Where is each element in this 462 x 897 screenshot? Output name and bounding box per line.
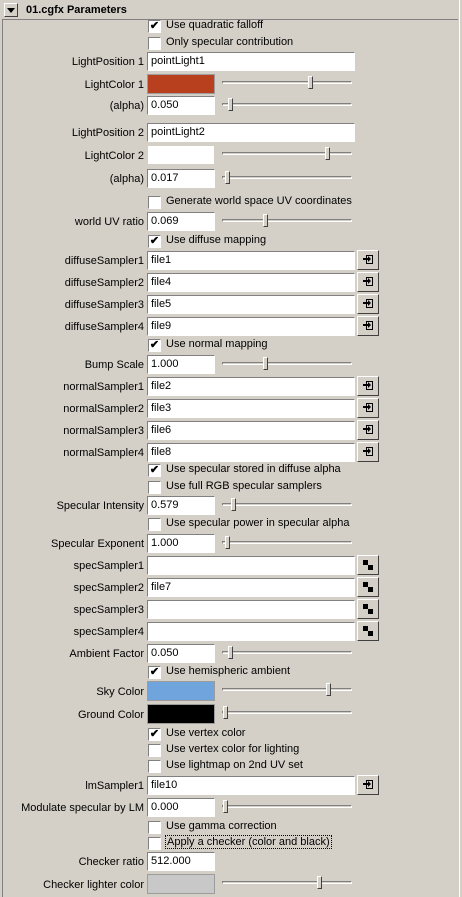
- world-space-uv-label: Generate world space UV coordinates: [166, 195, 352, 207]
- light-color-2-label: LightColor 2: [84, 150, 144, 162]
- light-position-2-label: LightPosition 2: [71, 127, 144, 139]
- sky-color-swatch[interactable]: [147, 681, 215, 701]
- connect-texture-icon: [363, 321, 374, 331]
- collapse-toggle-button[interactable]: [4, 3, 18, 17]
- use-diffuse-mapping-checkbox[interactable]: ✔: [149, 235, 160, 247]
- light-color-1-slider[interactable]: [222, 77, 352, 89]
- slider-thumb[interactable]: [225, 536, 230, 549]
- checker-icon: [363, 560, 373, 570]
- world-uv-ratio-field[interactable]: 0.069: [147, 212, 215, 231]
- normal-sampler-2-map-button[interactable]: [357, 398, 379, 418]
- checker-ratio-label: Checker ratio: [78, 856, 144, 868]
- use-diffuse-mapping-label: Use diffuse mapping: [166, 234, 267, 246]
- slider-thumb[interactable]: [223, 706, 228, 719]
- bump-scale-label: Bump Scale: [84, 359, 144, 371]
- normal-sampler-4-field[interactable]: file8: [147, 443, 355, 462]
- spec-in-diffuse-alpha-checkbox[interactable]: ✔: [149, 464, 160, 476]
- alpha-2-label: (alpha): [109, 173, 144, 185]
- slider-thumb[interactable]: [223, 800, 228, 813]
- vertex-color-lighting-label: Use vertex color for lighting: [166, 743, 300, 755]
- spec-sampler-3-label: specSampler3: [73, 604, 144, 616]
- sky-color-label: Sky Color: [96, 686, 144, 698]
- specular-exponent-field[interactable]: 1.000: [147, 534, 215, 553]
- diffuse-sampler-2-map-button[interactable]: [357, 272, 379, 292]
- lightmap-2nd-uv-checkbox[interactable]: [148, 760, 161, 773]
- slider-thumb[interactable]: [308, 76, 313, 89]
- spec-power-in-alpha-checkbox[interactable]: [148, 518, 161, 531]
- normal-sampler-1-map-button[interactable]: [357, 376, 379, 396]
- ambient-factor-slider[interactable]: [222, 647, 352, 659]
- diffuse-sampler-3-field[interactable]: file5: [147, 295, 355, 314]
- connect-texture-icon: [363, 403, 374, 413]
- use-quadratic-falloff-label: Use quadratic falloff: [166, 19, 264, 31]
- checker-icon: [363, 626, 373, 636]
- light-position-2-field[interactable]: pointLight2: [147, 123, 355, 142]
- spec-in-diffuse-alpha-label: Use specular stored in diffuse alpha: [166, 463, 341, 475]
- ground-color-label: Ground Color: [77, 709, 144, 721]
- diffuse-sampler-4-map-button[interactable]: [357, 316, 379, 336]
- lm-sampler-1-map-button[interactable]: [357, 775, 379, 795]
- light-color-2-slider[interactable]: [222, 148, 352, 160]
- section-header[interactable]: [2, 2, 458, 20]
- lightmap-2nd-uv-label: Use lightmap on 2nd UV set: [166, 759, 303, 771]
- world-uv-ratio-slider[interactable]: [222, 215, 352, 227]
- spec-sampler-4-field[interactable]: [147, 622, 355, 641]
- only-specular-label: Only specular contribution: [166, 36, 294, 48]
- diffuse-sampler-1-label: diffuseSampler1: [64, 255, 144, 267]
- specular-intensity-field[interactable]: 0.579: [147, 496, 215, 515]
- slider-thumb[interactable]: [317, 876, 322, 889]
- modulate-specular-lm-field[interactable]: 0.000: [147, 798, 215, 817]
- ambient-factor-label: Ambient Factor: [69, 648, 144, 660]
- connect-texture-icon: [363, 277, 374, 287]
- spec-sampler-1-field[interactable]: [147, 556, 355, 575]
- slider-thumb[interactable]: [231, 498, 236, 511]
- specular-exponent-slider[interactable]: [222, 537, 352, 549]
- slider-thumb[interactable]: [263, 214, 268, 227]
- ground-color-swatch[interactable]: [147, 704, 215, 724]
- lm-sampler-1-label: lmSampler1: [85, 780, 144, 792]
- connect-texture-icon: [363, 381, 374, 391]
- spec-sampler-4-map-button[interactable]: [357, 621, 379, 641]
- bump-scale-slider[interactable]: [222, 358, 352, 370]
- diffuse-sampler-1-map-button[interactable]: [357, 250, 379, 270]
- checker-icon: [363, 604, 373, 614]
- spec-sampler-3-map-button[interactable]: [357, 599, 379, 619]
- connect-texture-icon: [363, 255, 374, 265]
- hemispheric-ambient-label: Use hemispheric ambient: [166, 665, 291, 677]
- world-uv-ratio-label: world UV ratio: [74, 216, 144, 228]
- slider-thumb[interactable]: [225, 171, 230, 184]
- checker-lighter-color-swatch[interactable]: [147, 874, 215, 894]
- normal-sampler-1-label: normalSampler1: [63, 381, 144, 393]
- section-title: 01.cgfx Parameters: [26, 4, 127, 16]
- connect-texture-icon: [363, 780, 374, 790]
- specular-intensity-slider[interactable]: [222, 499, 352, 511]
- sky-color-slider[interactable]: [222, 684, 352, 696]
- slider-thumb[interactable]: [325, 147, 330, 160]
- full-rgb-specular-checkbox[interactable]: [148, 481, 161, 494]
- panel-frame-right: [459, 0, 460, 897]
- panel-frame-left: [2, 20, 3, 897]
- connect-texture-icon: [363, 299, 374, 309]
- checker-lighter-color-label: Checker lighter color: [43, 879, 144, 891]
- triangle-down-icon: [7, 8, 15, 13]
- slider-thumb[interactable]: [228, 646, 233, 659]
- spec-sampler-1-label: specSampler1: [73, 560, 144, 572]
- diffuse-sampler-2-field[interactable]: file4: [147, 273, 355, 292]
- alpha-2-slider[interactable]: [222, 172, 352, 184]
- use-vertex-color-checkbox[interactable]: ✔: [149, 728, 160, 740]
- slider-thumb[interactable]: [326, 683, 331, 696]
- lm-sampler-1-field[interactable]: file10: [147, 776, 355, 795]
- only-specular-checkbox[interactable]: [148, 37, 161, 50]
- ambient-factor-field[interactable]: 0.050: [147, 644, 215, 663]
- full-rgb-specular-label: Use full RGB specular samplers: [166, 480, 322, 492]
- apply-checker-label: Apply a checker (color and black): [167, 836, 330, 848]
- normal-sampler-4-map-button[interactable]: [357, 442, 379, 462]
- diffuse-sampler-4-field[interactable]: file9: [147, 317, 355, 336]
- spec-power-in-alpha-label: Use specular power in specular alpha: [166, 517, 350, 529]
- normal-sampler-2-label: normalSampler2: [63, 403, 144, 415]
- diffuse-sampler-3-map-button[interactable]: [357, 294, 379, 314]
- use-normal-mapping-label: Use normal mapping: [166, 338, 268, 350]
- diffuse-sampler-4-label: diffuseSampler4: [64, 321, 144, 333]
- specular-intensity-label: Specular Intensity: [56, 500, 144, 512]
- diffuse-sampler-3-label: diffuseSampler3: [64, 299, 144, 311]
- use-vertex-color-label: Use vertex color: [166, 727, 246, 739]
- slider-thumb[interactable]: [263, 357, 268, 370]
- spec-sampler-2-map-button[interactable]: [357, 577, 379, 597]
- checker-ratio-field[interactable]: 512.000: [147, 852, 215, 871]
- spec-sampler-2-field[interactable]: file7: [147, 578, 355, 597]
- bump-scale-field[interactable]: 1.000: [147, 355, 215, 374]
- spec-sampler-1-map-button[interactable]: [357, 555, 379, 575]
- specular-exponent-label: Specular Exponent: [51, 538, 144, 550]
- light-color-2-swatch[interactable]: [147, 145, 215, 165]
- light-color-1-swatch[interactable]: [147, 74, 215, 94]
- alpha-1-field[interactable]: 0.050: [147, 96, 215, 115]
- use-quadratic-falloff-checkbox[interactable]: ✔: [149, 20, 160, 32]
- light-position-1-field[interactable]: pointLight1: [147, 52, 355, 71]
- diffuse-sampler-2-label: diffuseSampler2: [64, 277, 144, 289]
- ground-color-slider[interactable]: [222, 707, 352, 719]
- checker-icon: [363, 582, 373, 592]
- light-color-1-label: LightColor 1: [84, 79, 144, 91]
- use-normal-mapping-checkbox[interactable]: ✔: [149, 339, 160, 351]
- spec-sampler-3-field[interactable]: [147, 600, 355, 619]
- normal-sampler-3-field[interactable]: file6: [147, 421, 355, 440]
- normal-sampler-1-field[interactable]: file2: [147, 377, 355, 396]
- alpha-1-label: (alpha): [109, 100, 144, 112]
- apply-checker-checkbox[interactable]: [148, 837, 161, 850]
- normal-sampler-2-field[interactable]: file3: [147, 399, 355, 418]
- gamma-correction-label: Use gamma correction: [166, 820, 277, 832]
- connect-texture-icon: [363, 447, 374, 457]
- modulate-specular-lm-label: Modulate specular by LM: [21, 802, 144, 814]
- light-position-1-label: LightPosition 1: [71, 56, 144, 68]
- alpha-1-slider[interactable]: [222, 99, 352, 111]
- gamma-correction-checkbox[interactable]: [148, 821, 161, 834]
- modulate-specular-lm-slider[interactable]: [222, 801, 352, 813]
- spec-sampler-2-label: specSampler2: [73, 582, 144, 594]
- alpha-2-field[interactable]: 0.017: [147, 169, 215, 188]
- connect-texture-icon: [363, 425, 374, 435]
- checker-lighter-color-slider[interactable]: [222, 877, 352, 889]
- normal-sampler-3-map-button[interactable]: [357, 420, 379, 440]
- normal-sampler-3-label: normalSampler3: [63, 425, 144, 437]
- spec-sampler-4-label: specSampler4: [73, 626, 144, 638]
- hemispheric-ambient-checkbox[interactable]: ✔: [149, 666, 160, 678]
- normal-sampler-4-label: normalSampler4: [63, 447, 144, 459]
- world-space-uv-checkbox[interactable]: [148, 196, 161, 209]
- vertex-color-lighting-checkbox[interactable]: [148, 744, 161, 757]
- slider-thumb[interactable]: [228, 98, 233, 111]
- diffuse-sampler-1-field[interactable]: file1: [147, 251, 355, 270]
